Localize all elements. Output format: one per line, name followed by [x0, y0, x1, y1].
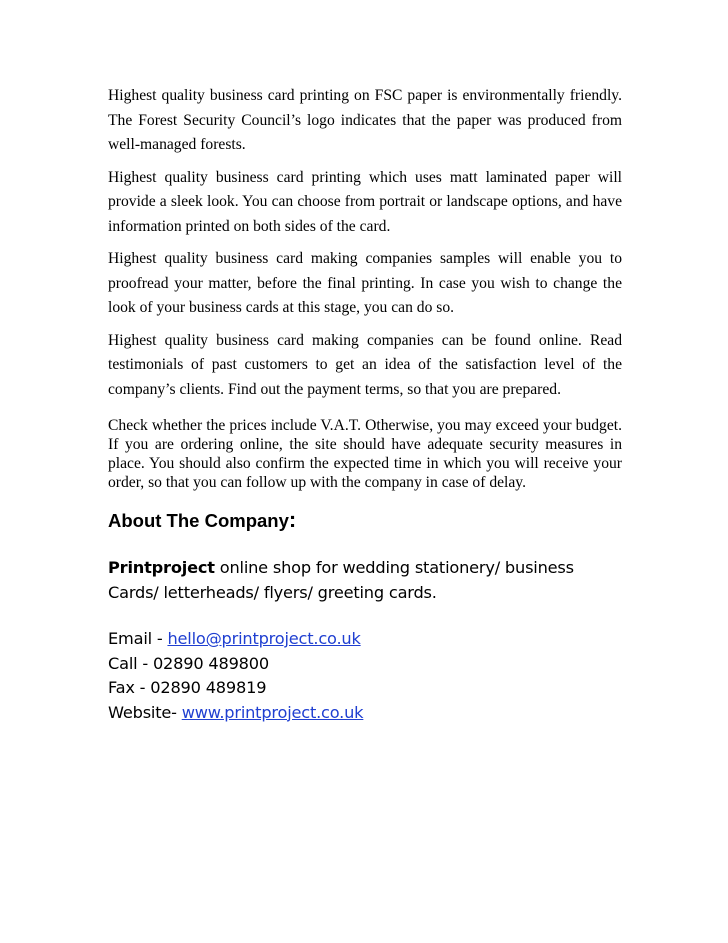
company-name: Printproject	[108, 558, 215, 577]
website-label: Website-	[108, 702, 182, 722]
email-label: Email -	[108, 629, 168, 648]
company-services: online shop for wedding stationery/ business Cards/ letterheads/ flyers/ greeting cards.	[108, 558, 574, 602]
paragraph-check-prices: Check whether the prices include V.A.T. Otherwise, you may exceed your budget. If you are ordering online, the site should have adequate security measures in place. You should also confirm the expected time in which you will receive your order, so that you can follow up with the company in case of delay.	[108, 417, 622, 491]
about-heading-colon: :	[288, 507, 297, 532]
paragraph-find-online: Highest quality business card making companies can be found online. Read testimonials of past customers to get an idea of the satisfaction level of the company’s clients. Find out the payment terms, so that you are prepared.	[108, 331, 622, 398]
paragraph-matt-laminated: Highest quality business card printing which uses matt laminated paper will provide a sleek look. You can choose from portrait or landscape options, and have information printed on both sides of the card.	[108, 168, 622, 235]
contact-block	[108, 627, 622, 725]
contact-email-line	[108, 627, 622, 652]
contact-call-line: Call - 02890 489800	[108, 653, 269, 673]
paragraph-samples-proofread: Highest quality business card making companies samples will enable you to proofread your matter, before the final printing. In case you wish to change the look of your business cards at this stage, you can do so.	[108, 250, 622, 316]
document-body	[108, 84, 622, 725]
email-link[interactable]: hello@printproject.co.uk	[167, 629, 361, 648]
paragraph-fsc-paper: Highest quality business card printing on FSC paper is environmentally friendly. The Forest Security Council’s logo indicates that the paper was produced from well-managed forests.	[108, 87, 622, 153]
about-heading-text: About The Company	[108, 510, 289, 531]
about-company-heading	[108, 508, 622, 533]
website-link[interactable]: www.printproject.co.uk	[181, 702, 364, 722]
contact-fax-line: Fax - 02890 489819	[108, 678, 267, 697]
company-description	[108, 555, 622, 605]
contact-website-line	[108, 701, 622, 726]
